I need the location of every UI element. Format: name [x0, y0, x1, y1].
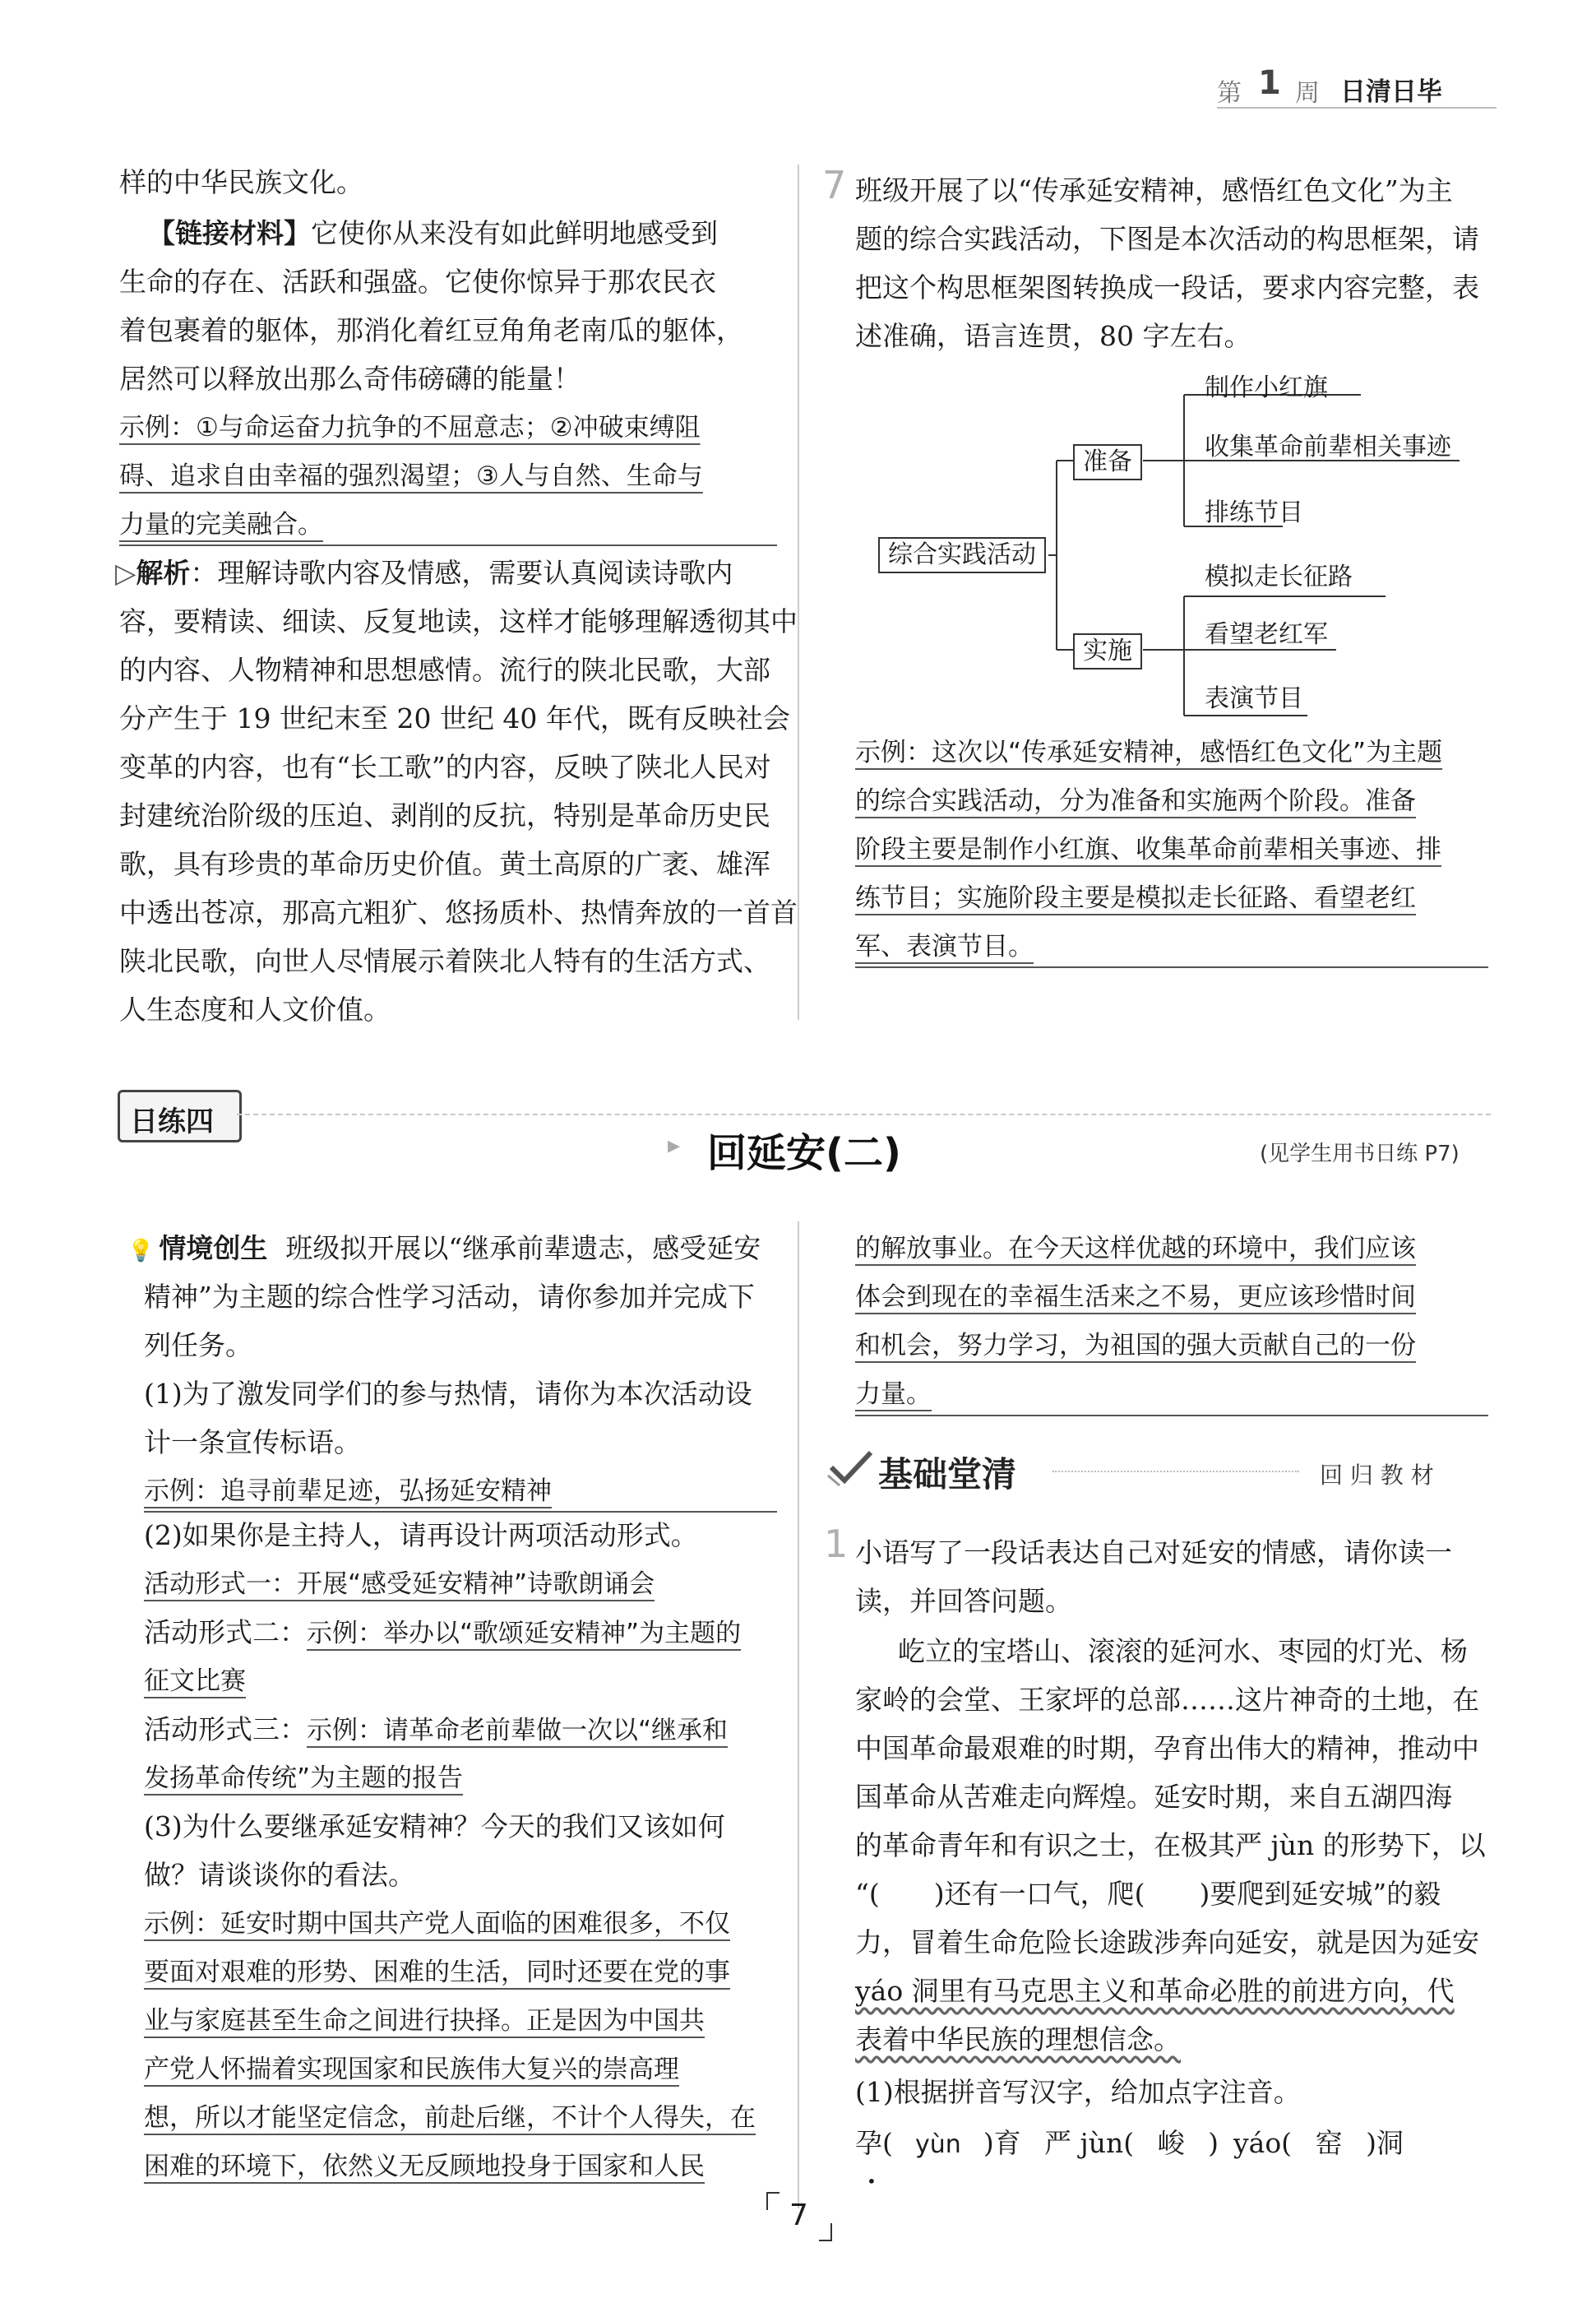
- week-number: 1: [1258, 64, 1281, 102]
- diagram-prep: 准备: [1073, 444, 1142, 480]
- corner-mark: [819, 2223, 832, 2241]
- link-label: 【链接材料】: [148, 217, 311, 249]
- analysis-label: 解析: [136, 557, 191, 589]
- fill-answer: 窑: [1315, 2127, 1343, 2159]
- analysis-text: 封建统治阶级的压迫、剥削的反抗，特别是革命历史民: [119, 799, 770, 832]
- section-reference: (见学生用书日练 P7): [1260, 1142, 1460, 1166]
- section-tag: [118, 1090, 242, 1142]
- diagram-leaf: 收集革命前辈相关事迹: [1205, 433, 1451, 461]
- answer-line: 力量的完美融合。: [119, 510, 323, 540]
- diagram-leaf: 排练节目: [1205, 498, 1303, 527]
- passage-line: yáo 洞里有马克思主义和革命必胜的前进方向，代: [855, 1975, 1455, 2007]
- question-text: 小语写了一段话表达自己对延安的情感，请你读一: [855, 1536, 1452, 1569]
- triangle-icon: ▷: [115, 557, 136, 589]
- question-number: 7: [822, 163, 847, 207]
- fill-item-yao: yáo( 窑 )洞: [1233, 2125, 1404, 2162]
- text-line: 列任务。: [144, 1329, 252, 1361]
- fill-item-yun: 孕( yùn )育: [855, 2125, 1021, 2163]
- scene-line: 💡 情境创生 班级拟开展以“继承前辈遗志，感受延安: [127, 1232, 761, 1264]
- passage-line: 中国革命最艰难的时期，孕育出伟大的精神，推动中: [855, 1732, 1479, 1764]
- answer-line: 碍、追求自由幸福的强烈渴望；③人与自然、生命与: [119, 461, 703, 491]
- answer-line: 要面对艰难的形势、困难的生活，同时还要在党的事: [144, 1958, 730, 1987]
- text-line: 生命的存在、活跃和强盛。它使你惊异于那农民衣: [119, 266, 716, 298]
- corner-mark: [766, 2192, 779, 2210]
- section-tag-label: 日练四: [130, 1105, 214, 1138]
- answer-underline: [855, 1415, 1488, 1416]
- column-divider-top: [798, 164, 799, 1020]
- checkmark-icon: [826, 1448, 876, 1489]
- section-rule: [237, 1114, 1491, 1115]
- diagram-root: 综合实践活动: [878, 537, 1046, 573]
- answer-line: 示例：①与命运奋力抗争的不屈意志；②冲破束缚阻: [119, 413, 701, 443]
- question-text: 班级开展了以“传承延安精神，感悟红色文化”为主: [855, 174, 1453, 206]
- answer-line: 示例：这次以“传承延安精神，感悟红色文化”为主题: [855, 738, 1443, 767]
- answer-underline: [855, 966, 1488, 968]
- answer-line: 的综合实践活动，分为准备和实施两个阶段。准备: [855, 786, 1416, 816]
- diagram-leaf: 模拟走长征路: [1205, 563, 1353, 591]
- text-line: 居然可以释放出那么奇伟磅礴的能量！: [119, 363, 581, 395]
- text-line: 【链接材料】它使你从来没有如此鲜明地感受到: [148, 217, 718, 249]
- brand-label: 日清日毕: [1340, 77, 1442, 107]
- analysis-text: 分产生于 19 世纪末至 20 世纪 40 年代，既有反映社会: [119, 702, 790, 734]
- header-rule: [1217, 107, 1497, 109]
- analysis-text: 陕北民歌，向世人尽情展示着陕北人特有的生活方式、: [119, 945, 770, 977]
- answer-underline: [119, 544, 777, 546]
- answer-line: 阶段主要是制作小红旗、收集革命前辈相关事迹、排: [855, 835, 1441, 864]
- column-divider-bottom: [798, 1221, 799, 2208]
- analysis-text: 人生态度和人文价值。: [119, 994, 391, 1026]
- answer-line: 的解放事业。在今天这样优越的环境中，我们应该: [855, 1234, 1416, 1263]
- answer-line: 和机会，努力学习，为祖国的强大贡献自己的一份: [855, 1331, 1416, 1360]
- text-line: 样的中华民族文化。: [119, 166, 363, 198]
- emphasis-dot: •: [867, 2171, 877, 2191]
- diagram-leaf: 看望老红军: [1205, 620, 1328, 649]
- passage-line: 表着中华民族的理想信念。: [855, 2023, 1181, 2055]
- week-suffix: 周: [1295, 79, 1320, 108]
- passage-line: 的革命青年和有识之士，在极其严 jùn 的形势下，以: [855, 1829, 1486, 1861]
- analysis-text: 歌，具有珍贵的革命历史价值。黄土高原的广袤、雄浑: [119, 848, 770, 880]
- passage-line: 力，冒着生命危险长途跋涉奔向延安，就是因为延安: [855, 1926, 1479, 1958]
- answer-line: 示例：延安时期中国共产党人面临的困难很多，不仅: [144, 1909, 730, 1939]
- fill-answer: 峻: [1157, 2127, 1185, 2159]
- diagram-impl: 实施: [1073, 633, 1142, 670]
- answer-line: 想，所以才能坚定信念，前赴后继，不计个人得失，在: [144, 2103, 756, 2133]
- diagram-leaf: 表演节目: [1205, 684, 1303, 713]
- answer-underline: [144, 1511, 777, 1513]
- answer-line: 业与家庭甚至生命之间进行抉择。正是因为中国共: [144, 2006, 705, 2036]
- answer-line: 困难的环境下，依然义无反顾地投身于国家和人民: [144, 2152, 705, 2181]
- text-line: 活动形式二：示例：举办以“歌颂延安精神”为主题的: [144, 1616, 742, 1648]
- week-prefix: 第: [1217, 79, 1242, 108]
- answer-line: 体会到现在的幸福生活来之不易，更应该珍惜时间: [855, 1282, 1416, 1312]
- basics-subtitle: 回 归 教 材: [1320, 1462, 1434, 1489]
- page-number: 7: [789, 2199, 808, 2232]
- text-line: (3)为什么要继承延安精神？今天的我们又该如何: [144, 1810, 725, 1842]
- play-icon: ▸: [668, 1131, 681, 1160]
- passage-line: 国革命从苦难走向辉煌。延安时期，来自五湖四海: [855, 1781, 1452, 1813]
- answer-line: 练节目；实施阶段主要是模拟走长征路、看望老红: [855, 883, 1416, 913]
- answer-line: 发扬革命传统”为主题的报告: [144, 1763, 464, 1793]
- basics-title: 基础堂清: [878, 1454, 1017, 1494]
- question-text: 述准确，语言连贯，80 字左右。: [855, 320, 1251, 352]
- passage-line: “( )还有一口气，爬( )要爬到延安城”的毅: [855, 1878, 1441, 1910]
- answer-line: 活动形式一：开展“感受延安精神”诗歌朗诵会: [144, 1569, 655, 1599]
- question-text: 把这个构思框架图转换成一段话，要求内容完整，表: [855, 271, 1479, 304]
- diagram-leaf: 制作小红旗: [1205, 373, 1328, 402]
- analysis-text: 中透出苍凉，那高亢粗犷、悠扬质朴、热情奔放的一首首: [119, 897, 798, 929]
- basics-rule: [1052, 1471, 1299, 1472]
- analysis-text: 容，要精读、细读、反复地读，这样才能够理解透彻其中: [119, 605, 798, 637]
- text-line: 做？请谈谈你的看法。: [144, 1859, 415, 1891]
- text-line: 计一条宣传标语。: [144, 1426, 361, 1458]
- text-line: 精神”为主题的综合性学习活动，请你参加并完成下: [144, 1281, 755, 1313]
- text-line: 着包裹着的躯体，那消化着红豆角角老南瓜的躯体，: [119, 314, 743, 346]
- answer-line: 征文比赛: [144, 1666, 246, 1696]
- page-number-box: [766, 2192, 832, 2241]
- text-line: (2)如果你是主持人，请再设计两项活动形式。: [144, 1519, 698, 1551]
- text-line: (1)为了激发同学们的参与热情，请你为本次活动设: [144, 1378, 752, 1410]
- fill-answer: yùn: [914, 2130, 961, 2159]
- answer-line: 力量。: [855, 1379, 932, 1409]
- answer-line: 军、表演节目。: [855, 932, 1034, 962]
- question-number: 1: [824, 1522, 849, 1566]
- answer-line: 产党人怀揣着实现国家和民族伟大复兴的崇高理: [144, 2055, 679, 2084]
- analysis-text: 的内容、人物精神和思想感情。流行的陕北民歌，大部: [119, 654, 770, 686]
- bulb-icon: 💡: [127, 1239, 155, 1263]
- sub-question: (1)根据拼音写汉字，给加点字注音。: [855, 2076, 1301, 2108]
- scene-label: 情境创生: [159, 1232, 268, 1264]
- section-title: 回延安(二): [707, 1130, 901, 1176]
- passage-line: 家岭的会堂、王家坪的总部……这片神奇的土地，在: [855, 1684, 1479, 1716]
- fill-item-jun: 严 jùn( 峻 ): [1044, 2125, 1219, 2162]
- text-line: 活动形式三：示例：请革命老前辈做一次以“继承和: [144, 1713, 729, 1745]
- page-header: [1217, 66, 1497, 115]
- analysis-line: ▷解析：理解诗歌内容及情感，需要认真阅读诗歌内: [115, 557, 733, 589]
- question-text: 读，并回答问题。: [855, 1585, 1072, 1617]
- question-text: 题的综合实践活动，下图是本次活动的构思框架，请: [855, 223, 1479, 255]
- analysis-text: 变革的内容，也有“长工歌”的内容，反映了陕北人民对: [119, 751, 771, 783]
- passage-line: 屹立的宝塔山、滚滚的延河水、枣园的灯光、杨: [898, 1635, 1468, 1667]
- answer-line: 示例：追寻前辈足迹，弘扬延安精神: [144, 1476, 552, 1506]
